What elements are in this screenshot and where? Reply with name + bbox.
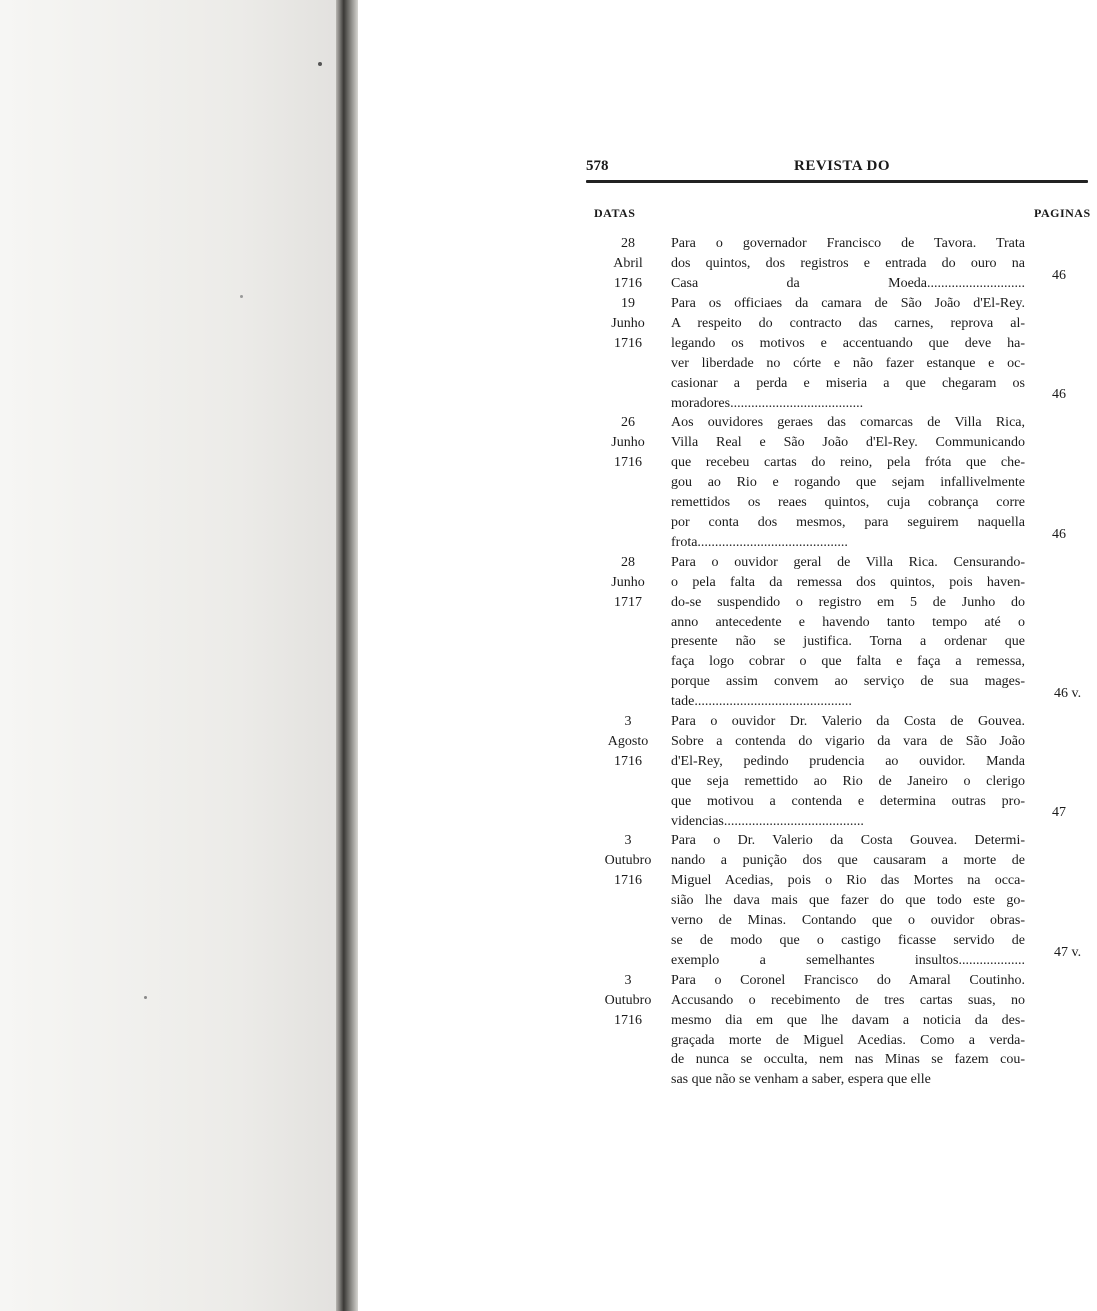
entry-summary-line: nando a punição dos que causaram a morte de: [671, 853, 1025, 869]
entry-page-reference: 47 v.: [1054, 944, 1082, 960]
left-page-margin: [0, 0, 342, 1311]
entry-summary-line: Para o Coronel Francisco do Amaral Coutinho.: [671, 972, 1025, 988]
entry-summary-line: Aos ouvidores geraes das comarcas de Villa Rica,: [671, 415, 1025, 431]
entry-summary-line: graçada morte de Miguel Acedias. Como a verda-: [671, 1032, 1025, 1048]
entry-date: [588, 831, 668, 970]
entry-summary-line: de nunca se occulta, nem nas Minas se fazem cou-: [671, 1052, 1025, 1068]
entry-summary-line: faça logo cobrar o que falta e faça a remessa,: [671, 654, 1025, 670]
entry-summary: [671, 553, 1025, 712]
entry-page-reference: 47: [1052, 805, 1066, 821]
entry-summary: [671, 712, 1025, 831]
entry-summary-line: exemplo a semelhantes insultos...................: [671, 952, 1025, 968]
entry-date-line: 1716: [614, 873, 642, 889]
entry-summary-line: Para o ouvidor geral de Villa Rica. Censurando-: [671, 554, 1025, 570]
entry-summary-line: d'El-Rey, pedindo prudencia ao ouvidor. Manda: [671, 753, 1025, 769]
entry-summary-line: sião lhe dava mais que fazer do que todo este go-: [671, 893, 1025, 909]
entry-row: [588, 971, 1093, 1090]
entry-date: [588, 971, 668, 1090]
entry-summary-line: legando os motivos e accentuando que deve ha-: [671, 335, 1025, 351]
entry-summary-line: se de modo que o castigo ficasse servido de: [671, 933, 1025, 948]
entry-row: [588, 712, 1093, 831]
entry-row: [588, 294, 1093, 413]
entry-summary-line: presente não se justifica. Torna a ordenar que: [671, 634, 1025, 650]
entry-summary-line: Casa da Moeda............................: [671, 275, 1025, 291]
entry-date-line: 3: [624, 972, 632, 988]
entry-row: [588, 553, 1093, 712]
entry-summary-line: videncias........................................: [671, 813, 864, 829]
entry-date-line: 1717: [614, 594, 642, 610]
entry-row: [588, 831, 1093, 970]
entry-summary-line: anno antecedente e havendo tanto tempo até o: [671, 614, 1025, 630]
entry-summary-line: sas que não se venham a saber, espera que elle: [671, 1072, 931, 1088]
entry-date-line: Outubro: [604, 853, 652, 869]
entry-date-line: 1716: [614, 754, 642, 770]
entry-summary-line: mesmo dia em que lhe davam a noticia da des-: [671, 1012, 1025, 1028]
entry-summary-line: Para o ouvidor Dr. Valerio da Costa de Gouvea.: [671, 714, 1025, 730]
entry-summary-line: por conta dos mesmos, para seguirem naquella: [671, 514, 1025, 530]
column-heading-dates: DATAS: [594, 206, 636, 220]
entry-date: [588, 553, 668, 712]
column-heading-pages: PAGINAS: [1034, 206, 1091, 220]
entry-summary-line: o pela falta da remessa dos quintos, pois haven-: [671, 574, 1025, 590]
running-head: [586, 158, 1086, 182]
entry-date-line: 26: [621, 415, 635, 431]
entries-list: [588, 234, 1093, 1090]
entry-summary: [671, 971, 1025, 1090]
entry-summary-line: que recebeu cartas do reino, pela fróta que che-: [671, 455, 1025, 471]
entry-summary-line: dos quintos, dos registros e entrada do ouro na: [671, 255, 1025, 271]
entry-summary-line: gou ao Rio e rogando que sejam infallivelmente: [671, 475, 1025, 491]
page-number: 578: [586, 158, 609, 174]
entry-date: [588, 712, 668, 831]
document-page: [358, 0, 1097, 1311]
entry-summary-line: que motivou a contenda e determina outras pro-: [671, 793, 1025, 809]
entry-summary-line: Accusando o recebimento de tres cartas suas, no: [671, 992, 1025, 1008]
entry-summary-line: do-se suspendido o registro em 5 de Junho do: [671, 594, 1025, 610]
entry-summary-line: ver liberdade no córte e não fazer estanque e oc-: [671, 355, 1025, 371]
entry-summary-line: remettidos os reaes quintos, cuja cobrança corre: [671, 495, 1025, 511]
entry-row: [588, 413, 1093, 552]
journal-title: REVISTA DO: [794, 158, 890, 174]
entry-summary: [671, 294, 1025, 413]
entry-summary-line: casionar a perda e miseria a que chegaram os: [671, 375, 1025, 391]
entry-summary: [671, 413, 1025, 552]
entry-date-line: Junho: [611, 435, 645, 451]
book-spine: [336, 0, 358, 1311]
entry-date-line: 3: [624, 714, 632, 730]
entry-date: [588, 413, 668, 552]
entry-page-reference: 46 v.: [1054, 686, 1082, 702]
entry-summary-line: que seja remettido ao Rio de Janeiro o clerigo: [671, 773, 1025, 789]
entry-summary: [671, 234, 1025, 294]
entry-date-line: Abril: [613, 256, 643, 271]
entry-summary-line: Sobre a contenda do vigario da vara de São João: [671, 733, 1025, 749]
entry-summary-line: A respeito do contracto das carnes, reprova al-: [671, 315, 1025, 331]
entry-date-line: 3: [624, 833, 632, 849]
entry-date-line: 1716: [614, 455, 642, 471]
entry-summary: [671, 831, 1025, 970]
entry-date-line: 1716: [614, 276, 642, 291]
header-rule: [586, 180, 1088, 183]
entry-summary-line: porque assim convem ao serviço de sua mages-: [671, 674, 1025, 690]
entry-summary-line: Para o Dr. Valerio da Costa Gouvea. Determi-: [671, 833, 1025, 849]
entry-date-line: 19: [621, 296, 635, 311]
entry-page-reference: 46: [1052, 268, 1066, 283]
entry-summary-line: Miguel Acedias, pois o Rio das Mortes na occa-: [671, 873, 1025, 889]
entry-date-line: Outubro: [604, 992, 652, 1008]
entry-date-line: Junho: [611, 574, 645, 590]
entry-summary-line: tade.............................................: [671, 694, 852, 710]
paper-speck: [144, 996, 147, 999]
entry-date-line: Agosto: [607, 734, 649, 750]
entry-date-line: 1716: [614, 336, 642, 351]
entry-page-reference: 46: [1052, 387, 1066, 403]
entry-summary-line: Para os officiaes da camara de São João d'El-Rey.: [671, 296, 1025, 311]
entry-summary-line: Para o governador Francisco de Tavora. Trata: [671, 236, 1025, 251]
paper-speck: [240, 295, 243, 298]
entry-summary-line: frota...........................................: [671, 534, 848, 550]
entry-date-line: 1716: [614, 1012, 642, 1028]
entry-summary-line: verno de Minas. Contando que o ouvidor obras-: [671, 913, 1025, 929]
entry-date-line: 28: [621, 236, 635, 251]
entry-date-line: 28: [621, 554, 635, 570]
entry-row: [588, 234, 1093, 294]
entry-date-line: Junho: [611, 316, 645, 331]
entry-date: [588, 234, 668, 294]
paper-speck: [318, 62, 322, 66]
entry-page-reference: 46: [1052, 526, 1066, 542]
entry-summary-line: moradores......................................: [671, 395, 864, 411]
entry-summary-line: Villa Real e São João d'El-Rey. Communicando: [671, 435, 1025, 451]
entry-date: [588, 294, 668, 413]
